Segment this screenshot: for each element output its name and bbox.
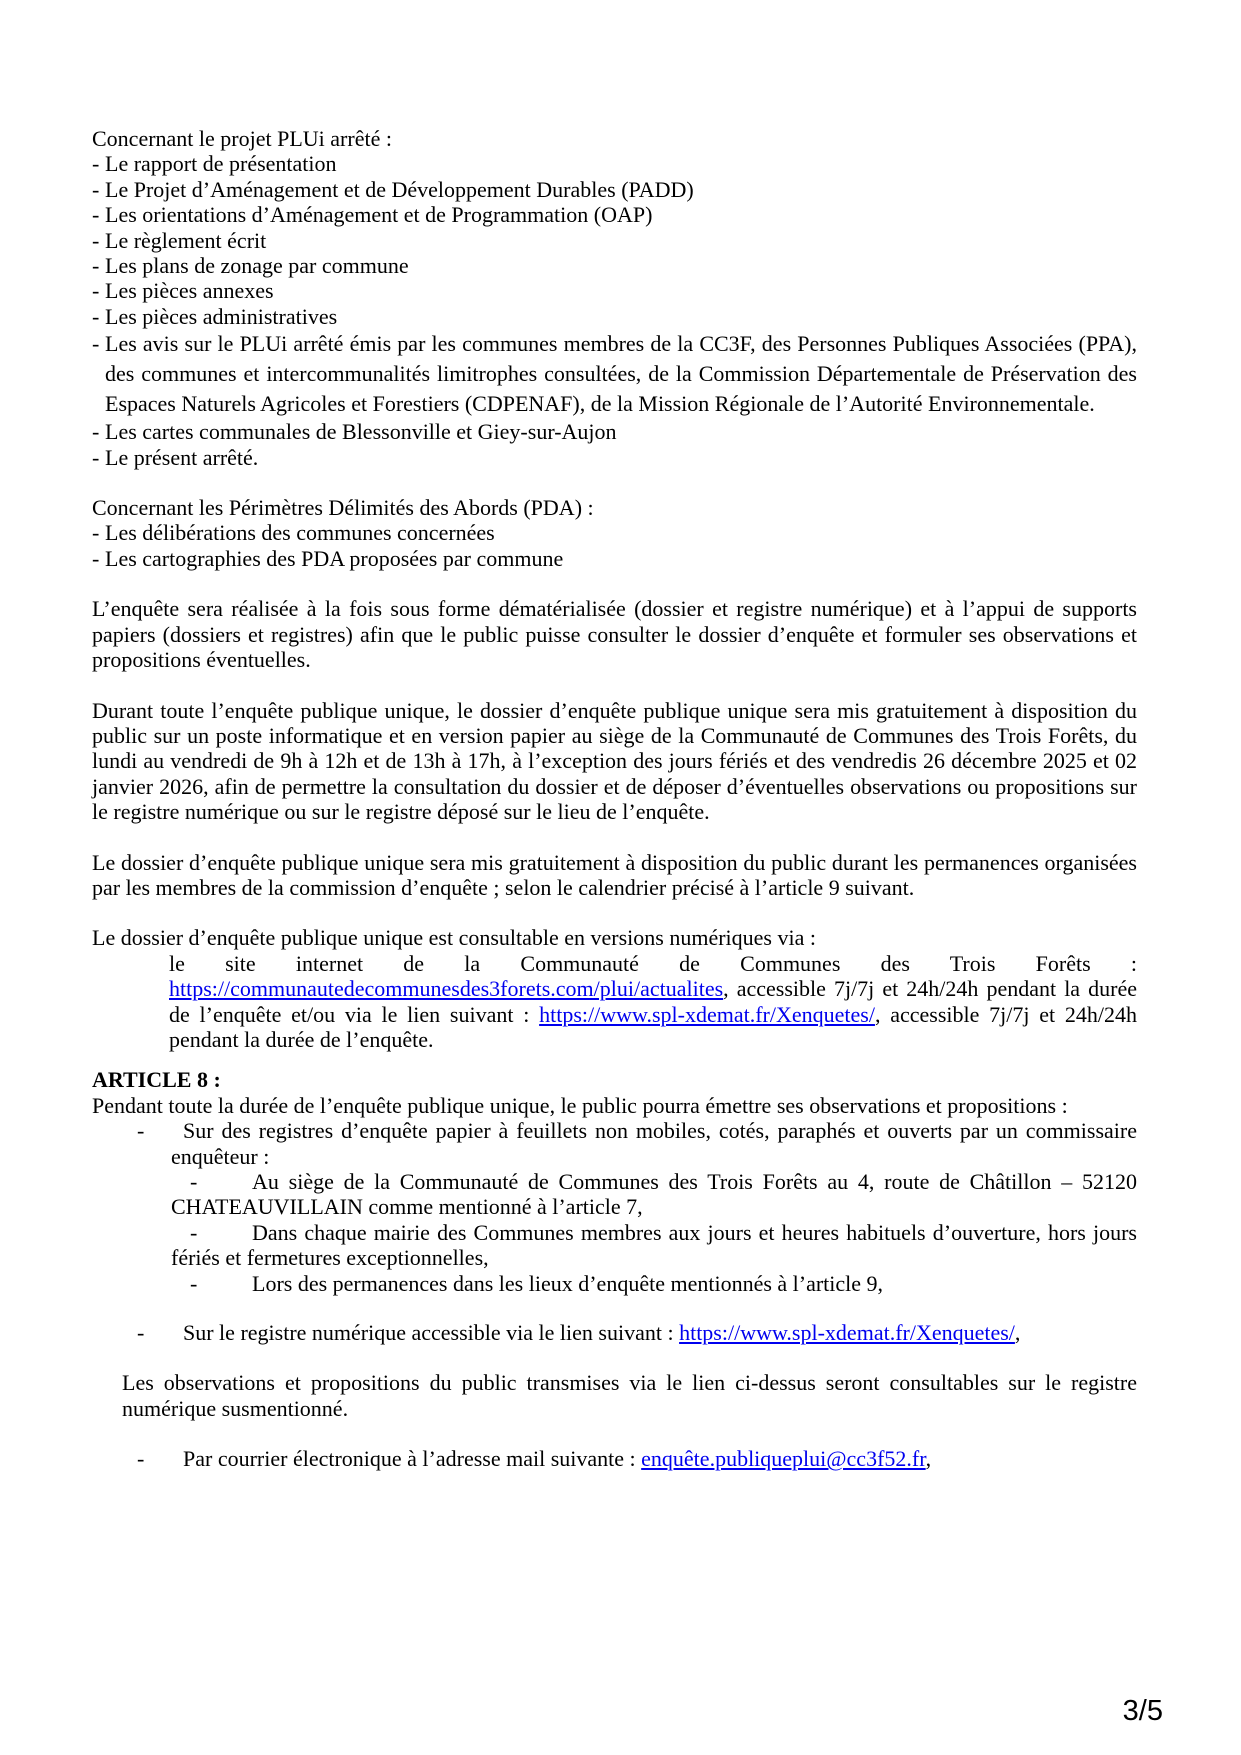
site-text-before: le site internet de la Communauté de Communes des Trois Forêts : [169, 950, 1137, 976]
list-item [92, 546, 1137, 571]
list-item [92, 228, 1137, 253]
list-item [92, 304, 1137, 329]
paragraph-versions-numeriques-intro: Le dossier d’enquête publique unique est consultable en versions numériques via : [92, 925, 816, 951]
dash-marker: - [92, 444, 100, 470]
dash-marker: - [92, 278, 100, 304]
plui-section-heading: Concernant le projet PLUi arrêté : [92, 126, 392, 151]
list-item-text: Le rapport de présentation [105, 151, 337, 177]
list-item-text: Les pièces administratives [105, 303, 338, 329]
dash-marker: - [92, 545, 100, 571]
bullet-text: Au siège de la Communauté de Communes des Trois Forêts au 4, route de Châtillon – 52120 CHATEAUVILLAIN comme mentionné à l’article 7, [171, 1169, 1137, 1220]
bullet-text: Dans chaque mairie des Communes membres aux jours et heures habituels d’ouverture, hors jours fériés et fermetures exceptionnelles, [171, 1219, 1137, 1271]
dash-marker: - [92, 253, 100, 279]
list-item [92, 151, 1137, 176]
article8-sub-permanences [92, 1271, 1137, 1296]
list-item [92, 202, 1137, 227]
list-item-text: Les délibérations des communes concernées [105, 520, 495, 546]
dash-marker: - [190, 1219, 198, 1245]
paragraph-consultation-horaires: Durant toute l’enquête publique unique, le dossier d’enquête publique unique sera mis gratuitement à disposition du public sur un poste informatique et en version papier au siège de la Communauté de Communes des Trois Forêts, du lundi au vendredi de 9h à 12h et de 13h à 17h, à l’exception des jours fériés et des vendredis 26 décembre 2025 et 02 janvier 2026, afin de permettre la consultation du dossier et de déposer d’éventuelles observations ou propositions sur le registre numérique ou sur le registre déposé sur le lieu de l’enquête. [92, 697, 1137, 825]
link-xenquetes[interactable]: https://www.spl-xdemat.fr/Xenquetes/ [539, 1001, 875, 1027]
article8-heading: ARTICLE 8 : [92, 1067, 221, 1093]
dash-marker: - [137, 1446, 145, 1472]
dash-marker: - [137, 1320, 145, 1346]
article8-bullet-courriel [92, 1446, 1137, 1471]
page-number: 3/5 [1122, 1695, 1163, 1727]
dash-marker: - [92, 303, 100, 329]
dash-marker: - [190, 1270, 198, 1296]
paragraph-enquete-forme: L’enquête sera réalisée à la fois sous forme dématérialisée (dossier et registre numérique) et à l’appui de supports papiers (dossiers et registres) afin que le public puisse consulter le dossier d’enquête et formuler ses observations et propositions éventuelles. [92, 596, 1137, 673]
list-item-text: Le règlement écrit [105, 227, 267, 253]
list-item-text: Les cartes communales de Blessonville et Giey-sur-Aujon [105, 419, 617, 445]
article8-sub-siege [92, 1169, 1137, 1220]
list-item [92, 177, 1137, 202]
list-item-text: Les avis sur le PLUi arrêté émis par les communes membres de la CC3F, des Personnes Publiques Associées (PPA), des communes et intercommunalités limitrophes consultées, de la Commission Départementale de Préservation des Espaces Naturels Agricoles et Forestiers (CDPENAF), de la Mission Régionale de l’Autorité Environnementale. [105, 331, 1137, 417]
dash-marker: - [92, 419, 100, 445]
list-item-text: Les cartographies des PDA proposées par commune [105, 545, 564, 571]
bullet-text-after: , [1014, 1320, 1021, 1346]
list-item-text: Le Projet d’Aménagement et de Développement Durables (PADD) [105, 176, 694, 202]
dash-marker: - [92, 202, 100, 228]
article8-bullet-registre-numerique [92, 1320, 1137, 1345]
article8-sub-mairies [92, 1220, 1137, 1271]
bullet-text: Lors des permanences dans les lieux d’enquête mentionnés à l’article 9, [252, 1270, 884, 1296]
site-text-after: , accessible 7j/7j et 24h/24h pendant la durée de l’enquête. [169, 1001, 1137, 1052]
article8-note-observations: Les observations et propositions du public transmises via le lien ci-dessus seront consultables sur le registre numérique susmentionné. [122, 1370, 1137, 1421]
paragraph-permanences: Le dossier d’enquête publique unique sera mis gratuitement à disposition du public durant les permanences organisées par les membres de la commission d’enquête ; selon le calendrier précisé à l’article 9 suivant. [92, 849, 1137, 900]
dash-marker: - [137, 1118, 145, 1144]
bullet-text: Par courrier électronique à l’adresse mail suivante : [183, 1446, 642, 1472]
dash-marker: - [92, 227, 100, 253]
link-xenquetes-2[interactable]: https://www.spl-xdemat.fr/Xenquetes/ [679, 1320, 1015, 1346]
dash-marker: - [190, 1169, 198, 1194]
list-item-avis [92, 329, 1137, 419]
dash-marker: - [92, 151, 100, 177]
article8-intro: Pendant toute la durée de l’enquête publique unique, le public pourra émettre ses observations et propositions : [92, 1092, 1068, 1118]
bullet-text: Sur le registre numérique accessible via le lien suivant : [183, 1320, 680, 1346]
list-item [92, 445, 1137, 470]
list-item-text: Les orientations d’Aménagement et de Programmation (OAP) [105, 202, 653, 228]
dash-marker: - [92, 520, 100, 546]
list-item [92, 253, 1137, 278]
site-internet-block [92, 951, 1137, 1053]
list-item-text: Le présent arrêté. [105, 444, 259, 470]
list-item [92, 419, 1137, 444]
list-item [92, 520, 1137, 545]
pda-section-heading: Concernant les Périmètres Délimités des Abords (PDA) : [92, 495, 594, 521]
article8-bullet-registres [92, 1118, 1137, 1169]
dash-marker: - [92, 176, 100, 202]
list-item-text: Les pièces annexes [105, 278, 274, 304]
link-email[interactable]: enquête.publiqueplui@cc3f52.fr [641, 1446, 926, 1472]
bullet-text: Sur des registres d’enquête papier à feuillets non mobiles, cotés, paraphés et ouverts par un commissaire enquêteur : [171, 1118, 1137, 1169]
link-cc3f-website[interactable]: https://communautedecommunesdes3forets.com/plui/actualites [169, 976, 724, 1002]
site-text-middle: , accessible 7j/7j et 24h/24h pendant la durée de l’enquête et/ou via le lien suivant : [169, 976, 1137, 1027]
list-item [92, 278, 1137, 303]
list-item-text: Les plans de zonage par commune [105, 253, 409, 279]
bullet-text-after: , [925, 1446, 932, 1472]
dash-marker: - [92, 331, 100, 357]
